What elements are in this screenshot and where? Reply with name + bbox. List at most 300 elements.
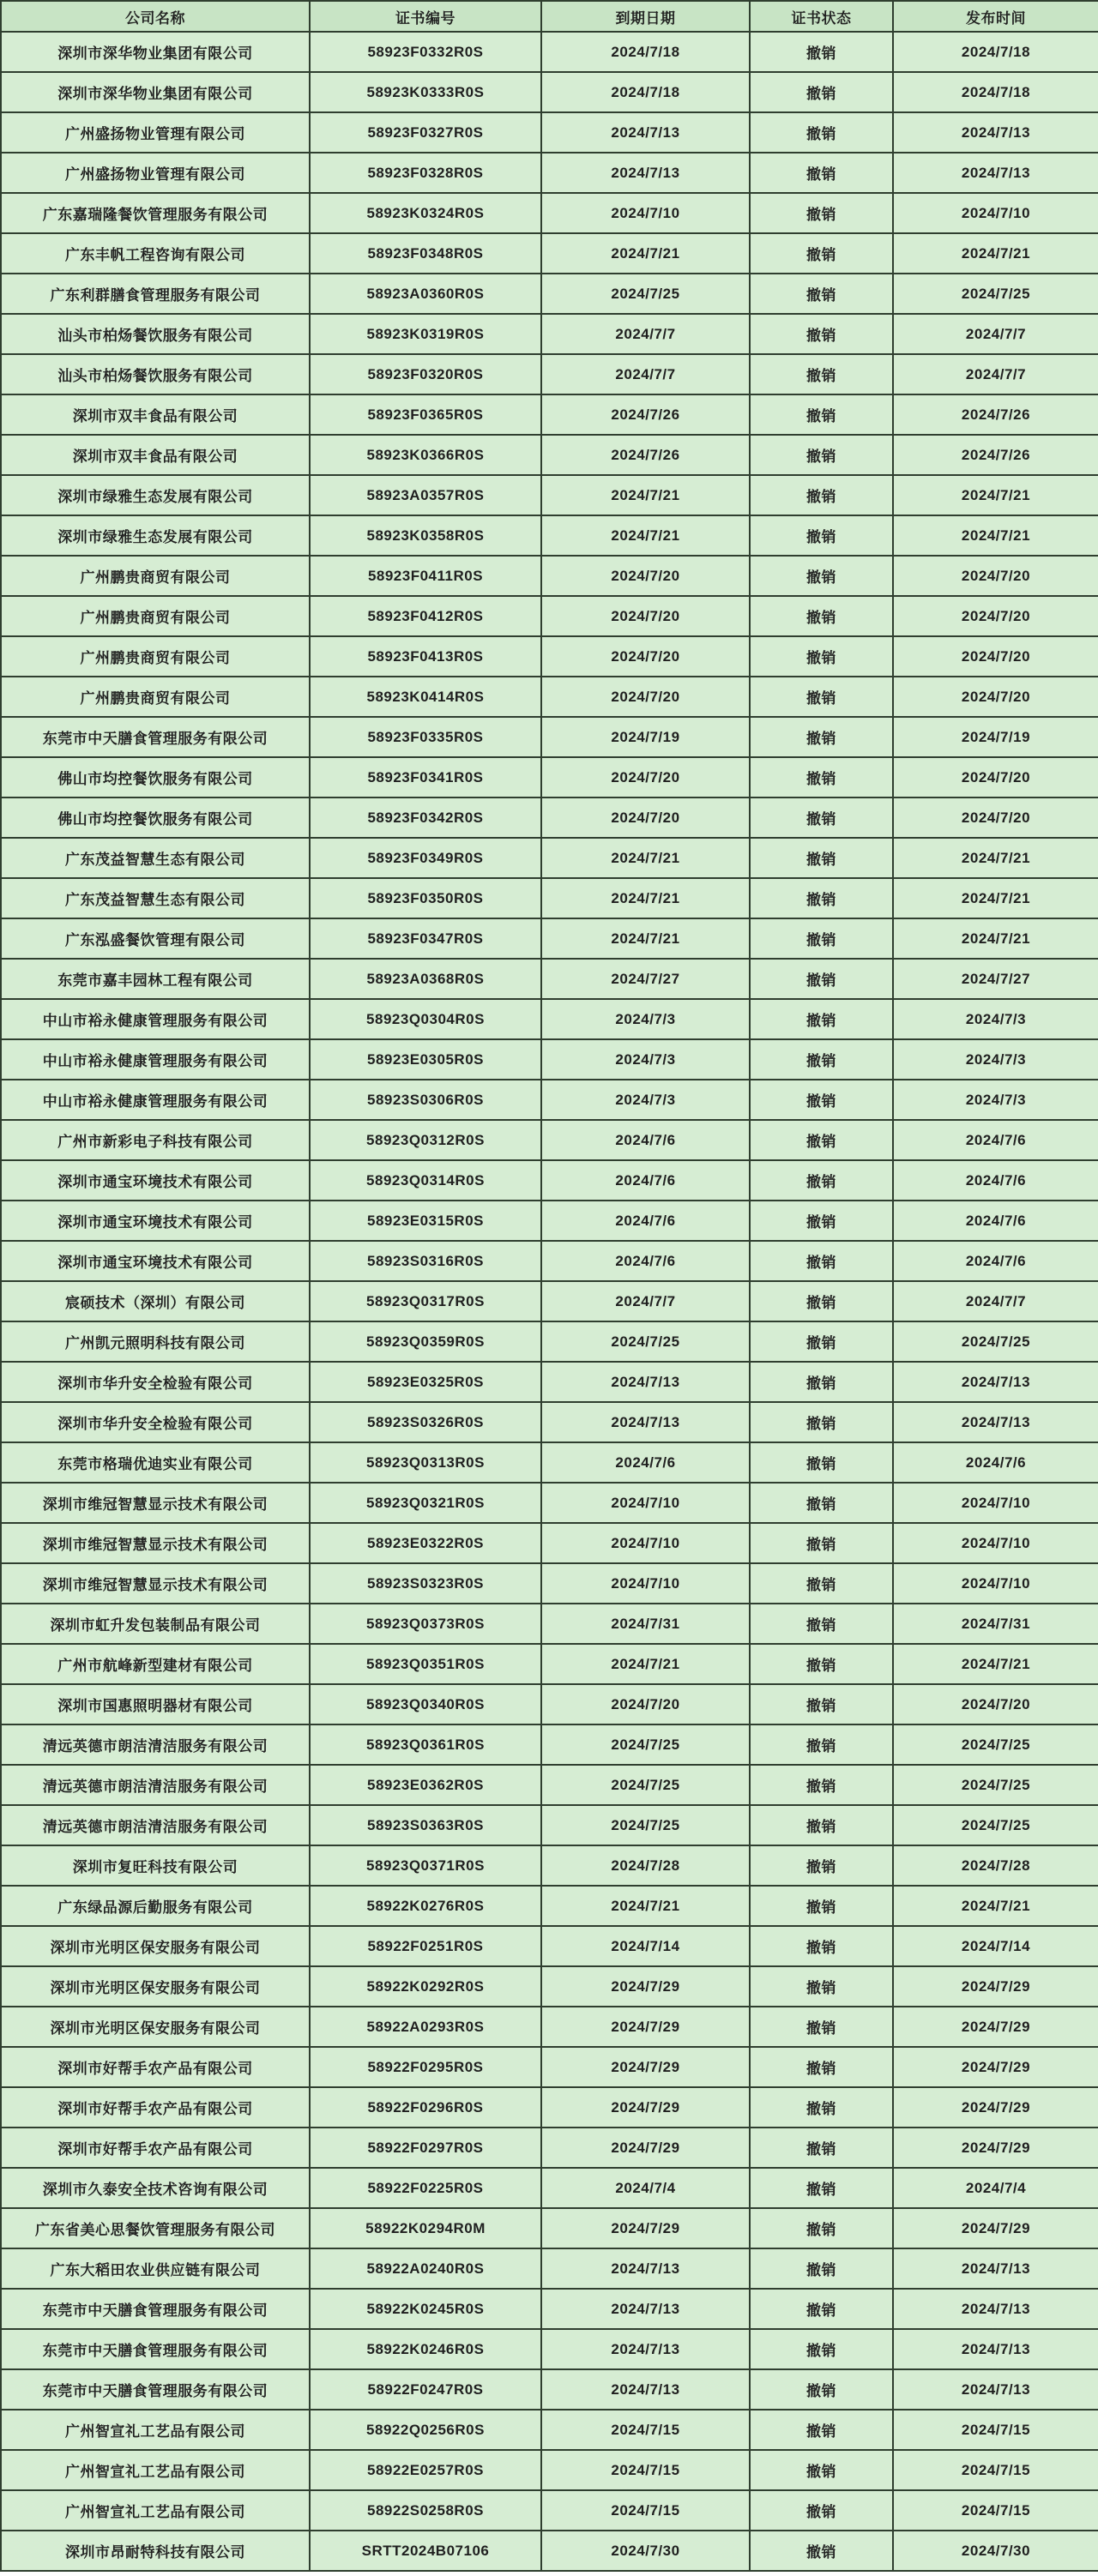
status-cell: 撤销	[750, 1442, 893, 1483]
status-cell: 撤销	[750, 2450, 893, 2490]
status-cell: 撤销	[750, 314, 893, 354]
status-cell: 撤销	[750, 918, 893, 959]
table-row	[1, 2450, 1098, 2490]
status-cell: 撤销	[750, 394, 893, 435]
table-row	[1, 435, 1098, 475]
table-row	[1, 1966, 1098, 2007]
publish-date-cell: 2024/7/6	[893, 1120, 1098, 1160]
publish-date-cell: 2024/7/20	[893, 757, 1098, 797]
status-cell: 撤销	[750, 2289, 893, 2329]
table-row	[1, 2128, 1098, 2168]
expiry-date-cell: 2024/7/7	[541, 354, 750, 394]
status-cell: 撤销	[750, 959, 893, 999]
cert-no-cell: 58923S0316R0S	[310, 1241, 541, 1281]
company-cell: 广州智宣礼工艺品有限公司	[1, 2450, 310, 2490]
status-cell: 撤销	[750, 1644, 893, 1684]
publish-date-cell: 2024/7/10	[893, 193, 1098, 233]
cert-no-cell: 58923K0366R0S	[310, 435, 541, 475]
cert-no-cell: 58923Q0359R0S	[310, 1321, 541, 1362]
cert-no-cell: 58923Q0351R0S	[310, 1644, 541, 1684]
publish-date-cell: 2024/7/20	[893, 677, 1098, 717]
status-cell: 撤销	[750, 32, 893, 72]
company-cell: 广州盛扬物业管理有限公司	[1, 112, 310, 153]
publish-date-cell: 2024/7/3	[893, 1039, 1098, 1080]
cert-no-cell: 58923Q0304R0S	[310, 999, 541, 1039]
publish-date-cell: 2024/7/13	[893, 153, 1098, 193]
company-cell: 广东嘉瑞隆餐饮管理服务有限公司	[1, 193, 310, 233]
table-row	[1, 1402, 1098, 1442]
company-cell: 东莞市中天膳食管理服务有限公司	[1, 2289, 310, 2329]
table-row	[1, 1201, 1098, 1241]
cert-no-cell: 58922F0296R0S	[310, 2087, 541, 2128]
expiry-date-cell: 2024/7/13	[541, 1402, 750, 1442]
company-cell: 深圳市双丰食品有限公司	[1, 435, 310, 475]
expiry-date-cell: 2024/7/13	[541, 2248, 750, 2289]
publish-date-cell: 2024/7/7	[893, 354, 1098, 394]
publish-date-cell: 2024/7/20	[893, 556, 1098, 596]
company-cell: 广东利群膳食管理服务有限公司	[1, 274, 310, 314]
publish-date-cell: 2024/7/25	[893, 1765, 1098, 1805]
expiry-date-cell: 2024/7/6	[541, 1241, 750, 1281]
table-row	[1, 475, 1098, 515]
table-row	[1, 1724, 1098, 1765]
status-cell: 撤销	[750, 354, 893, 394]
cert-no-cell: 58923Q0373R0S	[310, 1604, 541, 1644]
publish-date-cell: 2024/7/20	[893, 636, 1098, 677]
expiry-date-cell: 2024/7/21	[541, 838, 750, 878]
expiry-date-cell: 2024/7/21	[541, 1644, 750, 1684]
expiry-date-cell: 2024/7/20	[541, 556, 750, 596]
expiry-date-cell: 2024/7/29	[541, 1966, 750, 2007]
status-cell: 撤销	[750, 2168, 893, 2208]
expiry-date-cell: 2024/7/14	[541, 1926, 750, 1966]
status-cell: 撤销	[750, 757, 893, 797]
table-row	[1, 2047, 1098, 2087]
table-row	[1, 1039, 1098, 1080]
expiry-date-cell: 2024/7/18	[541, 32, 750, 72]
status-cell: 撤销	[750, 2490, 893, 2531]
company-cell: 深圳市双丰食品有限公司	[1, 394, 310, 435]
status-cell: 撤销	[750, 274, 893, 314]
cert-no-cell: 58922K0246R0S	[310, 2329, 541, 2369]
expiry-date-cell: 2024/7/10	[541, 1523, 750, 1563]
expiry-date-cell: 2024/7/30	[541, 2531, 750, 2571]
cert-no-cell: 58923Q0312R0S	[310, 1120, 541, 1160]
company-cell: 广州智宣礼工艺品有限公司	[1, 2490, 310, 2531]
publish-date-cell: 2024/7/7	[893, 1281, 1098, 1321]
table-row	[1, 797, 1098, 838]
status-cell: 撤销	[750, 2208, 893, 2248]
publish-date-cell: 2024/7/25	[893, 1805, 1098, 1845]
cert-no-cell: 58923Q0371R0S	[310, 1845, 541, 1886]
cert-no-cell: 58923F0411R0S	[310, 556, 541, 596]
cert-no-cell: 58922Q0256R0S	[310, 2410, 541, 2450]
expiry-date-cell: 2024/7/25	[541, 1805, 750, 1845]
publish-date-cell: 2024/7/13	[893, 2369, 1098, 2410]
cert-no-cell: 58923K0414R0S	[310, 677, 541, 717]
expiry-date-cell: 2024/7/20	[541, 677, 750, 717]
cert-no-cell: 58922A0293R0S	[310, 2007, 541, 2047]
expiry-date-cell: 2024/7/20	[541, 757, 750, 797]
expiry-date-cell: 2024/7/29	[541, 2208, 750, 2248]
company-cell: 深圳市维冠智慧显示技术有限公司	[1, 1563, 310, 1604]
cert-no-cell: 58923S0323R0S	[310, 1563, 541, 1604]
company-cell: 汕头市柏炀餐饮服务有限公司	[1, 314, 310, 354]
cert-no-cell: 58923Q0314R0S	[310, 1160, 541, 1201]
company-cell: 深圳市通宝环境技术有限公司	[1, 1201, 310, 1241]
status-cell: 撤销	[750, 596, 893, 636]
cert-no-cell: 58923F0349R0S	[310, 838, 541, 878]
cert-no-cell: 58923K0319R0S	[310, 314, 541, 354]
expiry-date-cell: 2024/7/29	[541, 2047, 750, 2087]
publish-date-cell: 2024/7/13	[893, 2329, 1098, 2369]
table-row	[1, 596, 1098, 636]
status-cell: 撤销	[750, 193, 893, 233]
publish-date-cell: 2024/7/20	[893, 797, 1098, 838]
status-cell: 撤销	[750, 1523, 893, 1563]
publish-date-cell: 2024/7/6	[893, 1241, 1098, 1281]
table-row	[1, 2087, 1098, 2128]
company-cell: 佛山市均控餐饮服务有限公司	[1, 757, 310, 797]
status-cell: 撤销	[750, 153, 893, 193]
expiry-date-cell: 2024/7/6	[541, 1442, 750, 1483]
table-row	[1, 354, 1098, 394]
table-row	[1, 1362, 1098, 1402]
company-cell: 东莞市格瑞优迪实业有限公司	[1, 1442, 310, 1483]
publish-date-cell: 2024/7/3	[893, 1080, 1098, 1120]
publish-date-cell: 2024/7/14	[893, 1926, 1098, 1966]
cert-no-cell: 58923S0363R0S	[310, 1805, 541, 1845]
publish-date-cell: 2024/7/7	[893, 314, 1098, 354]
table-row	[1, 2208, 1098, 2248]
status-cell: 撤销	[750, 2329, 893, 2369]
status-cell: 撤销	[750, 1241, 893, 1281]
status-cell: 撤销	[750, 1080, 893, 1120]
table-row	[1, 1563, 1098, 1604]
publish-date-cell: 2024/7/10	[893, 1483, 1098, 1523]
company-cell: 广州凯元照明科技有限公司	[1, 1321, 310, 1362]
status-cell: 撤销	[750, 2087, 893, 2128]
cert-no-cell: 58923K0324R0S	[310, 193, 541, 233]
cert-no-cell: 58922E0257R0S	[310, 2450, 541, 2490]
table-row	[1, 878, 1098, 918]
expiry-date-cell: 2024/7/13	[541, 2329, 750, 2369]
expiry-date-cell: 2024/7/15	[541, 2410, 750, 2450]
table-row	[1, 1321, 1098, 1362]
status-cell: 撤销	[750, 1120, 893, 1160]
table-row	[1, 1483, 1098, 1523]
status-cell: 撤销	[750, 878, 893, 918]
publish-date-cell: 2024/7/27	[893, 959, 1098, 999]
table-row	[1, 314, 1098, 354]
status-cell: 撤销	[750, 515, 893, 556]
expiry-date-cell: 2024/7/20	[541, 797, 750, 838]
cert-no-cell: 58923F0328R0S	[310, 153, 541, 193]
publish-date-cell: 2024/7/20	[893, 596, 1098, 636]
company-cell: 清远英德市朗洁清洁服务有限公司	[1, 1765, 310, 1805]
expiry-date-cell: 2024/7/26	[541, 435, 750, 475]
status-cell: 撤销	[750, 677, 893, 717]
status-cell: 撤销	[750, 233, 893, 274]
publish-date-cell: 2024/7/10	[893, 1523, 1098, 1563]
cert-no-cell: 58922F0251R0S	[310, 1926, 541, 1966]
status-cell: 撤销	[750, 2248, 893, 2289]
publish-date-cell: 2024/7/4	[893, 2168, 1098, 2208]
company-cell: 深圳市好帮手农产品有限公司	[1, 2087, 310, 2128]
company-cell: 清远英德市朗洁清洁服务有限公司	[1, 1724, 310, 1765]
table-row	[1, 274, 1098, 314]
expiry-date-cell: 2024/7/21	[541, 233, 750, 274]
company-cell: 广东省美心思餐饮管理服务有限公司	[1, 2208, 310, 2248]
expiry-date-cell: 2024/7/20	[541, 636, 750, 677]
status-cell: 撤销	[750, 72, 893, 112]
expiry-date-cell: 2024/7/10	[541, 193, 750, 233]
status-cell: 撤销	[750, 1160, 893, 1201]
table-row	[1, 677, 1098, 717]
company-cell: 深圳市通宝环境技术有限公司	[1, 1241, 310, 1281]
publish-date-cell: 2024/7/25	[893, 274, 1098, 314]
publish-date-cell: 2024/7/6	[893, 1442, 1098, 1483]
company-cell: 东莞市中天膳食管理服务有限公司	[1, 717, 310, 757]
publish-date-cell: 2024/7/6	[893, 1201, 1098, 1241]
status-cell: 撤销	[750, 1321, 893, 1362]
company-cell: 广东茂益智慧生态有限公司	[1, 878, 310, 918]
table-row	[1, 32, 1098, 72]
company-cell: 广东绿品源后勤服务有限公司	[1, 1886, 310, 1926]
expiry-date-cell: 2024/7/21	[541, 1886, 750, 1926]
status-cell: 撤销	[750, 999, 893, 1039]
publish-date-cell: 2024/7/29	[893, 2007, 1098, 2047]
expiry-date-cell: 2024/7/29	[541, 2087, 750, 2128]
publish-date-cell: 2024/7/29	[893, 2208, 1098, 2248]
status-cell: 撤销	[750, 475, 893, 515]
table-row	[1, 1241, 1098, 1281]
table-row	[1, 394, 1098, 435]
publish-date-cell: 2024/7/20	[893, 1684, 1098, 1724]
expiry-date-cell: 2024/7/27	[541, 959, 750, 999]
status-cell: 撤销	[750, 2531, 893, 2571]
table-row	[1, 1523, 1098, 1563]
publish-date-cell: 2024/7/26	[893, 435, 1098, 475]
publish-date-cell: 2024/7/21	[893, 878, 1098, 918]
company-cell: 清远英德市朗洁清洁服务有限公司	[1, 1805, 310, 1845]
table-row	[1, 1684, 1098, 1724]
expiry-date-cell: 2024/7/6	[541, 1160, 750, 1201]
cert-no-cell: 58923F0327R0S	[310, 112, 541, 153]
publish-date-cell: 2024/7/21	[893, 515, 1098, 556]
company-cell: 中山市裕永健康管理服务有限公司	[1, 1080, 310, 1120]
publish-date-cell: 2024/7/29	[893, 2128, 1098, 2168]
cert-no-cell: 58923Q0361R0S	[310, 1724, 541, 1765]
publish-date-cell: 2024/7/21	[893, 233, 1098, 274]
company-cell: 深圳市光明区保安服务有限公司	[1, 2007, 310, 2047]
status-cell: 撤销	[750, 435, 893, 475]
expiry-date-cell: 2024/7/4	[541, 2168, 750, 2208]
status-cell: 撤销	[750, 1926, 893, 1966]
publish-date-cell: 2024/7/21	[893, 475, 1098, 515]
cert-no-cell: 58922K0294R0M	[310, 2208, 541, 2248]
cert-no-cell: 58922S0258R0S	[310, 2490, 541, 2531]
status-cell: 撤销	[750, 2047, 893, 2087]
expiry-date-cell: 2024/7/20	[541, 596, 750, 636]
company-cell: 深圳市华升安全检验有限公司	[1, 1402, 310, 1442]
company-cell: 广州盛扬物业管理有限公司	[1, 153, 310, 193]
column-header-expiry-date: 到期日期	[541, 1, 750, 32]
company-cell: 深圳市复旺科技有限公司	[1, 1845, 310, 1886]
table-row	[1, 918, 1098, 959]
publish-date-cell: 2024/7/13	[893, 2289, 1098, 2329]
status-cell: 撤销	[750, 1281, 893, 1321]
expiry-date-cell: 2024/7/25	[541, 1765, 750, 1805]
expiry-date-cell: 2024/7/3	[541, 1080, 750, 1120]
publish-date-cell: 2024/7/13	[893, 1362, 1098, 1402]
publish-date-cell: 2024/7/18	[893, 32, 1098, 72]
table-row	[1, 2248, 1098, 2289]
expiry-date-cell: 2024/7/19	[541, 717, 750, 757]
table-row	[1, 2168, 1098, 2208]
cert-no-cell: 58923F0332R0S	[310, 32, 541, 72]
table-row	[1, 72, 1098, 112]
publish-date-cell: 2024/7/28	[893, 1845, 1098, 1886]
column-header-publish-date: 发布时间	[893, 1, 1098, 32]
expiry-date-cell: 2024/7/10	[541, 1563, 750, 1604]
publish-date-cell: 2024/7/30	[893, 2531, 1098, 2571]
status-cell: 撤销	[750, 1724, 893, 1765]
status-cell: 撤销	[750, 1805, 893, 1845]
status-cell: 撤销	[750, 1039, 893, 1080]
expiry-date-cell: 2024/7/25	[541, 274, 750, 314]
expiry-date-cell: 2024/7/28	[541, 1845, 750, 1886]
cert-no-cell: 58923E0315R0S	[310, 1201, 541, 1241]
company-cell: 深圳市绿雅生态发展有限公司	[1, 475, 310, 515]
cert-no-cell: 58923F0342R0S	[310, 797, 541, 838]
table-row	[1, 1120, 1098, 1160]
company-cell: 深圳市通宝环境技术有限公司	[1, 1160, 310, 1201]
company-cell: 东莞市嘉丰园林工程有限公司	[1, 959, 310, 999]
status-cell: 撤销	[750, 1563, 893, 1604]
cert-no-cell: 58923F0365R0S	[310, 394, 541, 435]
status-cell: 撤销	[750, 838, 893, 878]
publish-date-cell: 2024/7/15	[893, 2410, 1098, 2450]
company-cell: 深圳市绿雅生态发展有限公司	[1, 515, 310, 556]
expiry-date-cell: 2024/7/29	[541, 2007, 750, 2047]
cert-no-cell: 58923S0326R0S	[310, 1402, 541, 1442]
table-row	[1, 1604, 1098, 1644]
column-header-cert-no: 证书编号	[310, 1, 541, 32]
company-cell: 深圳市好帮手农产品有限公司	[1, 2047, 310, 2087]
publish-date-cell: 2024/7/10	[893, 1563, 1098, 1604]
expiry-date-cell: 2024/7/15	[541, 2450, 750, 2490]
table-row	[1, 193, 1098, 233]
expiry-date-cell: 2024/7/21	[541, 878, 750, 918]
company-cell: 深圳市深华物业集团有限公司	[1, 32, 310, 72]
expiry-date-cell: 2024/7/6	[541, 1201, 750, 1241]
company-cell: 东莞市中天膳食管理服务有限公司	[1, 2329, 310, 2369]
expiry-date-cell: 2024/7/7	[541, 1281, 750, 1321]
publish-date-cell: 2024/7/25	[893, 1321, 1098, 1362]
cert-no-cell: 58923Q0313R0S	[310, 1442, 541, 1483]
publish-date-cell: 2024/7/31	[893, 1604, 1098, 1644]
cert-no-cell: 58923K0358R0S	[310, 515, 541, 556]
company-cell: 广东茂益智慧生态有限公司	[1, 838, 310, 878]
cert-no-cell: 58923E0322R0S	[310, 1523, 541, 1563]
publish-date-cell: 2024/7/21	[893, 1644, 1098, 1684]
publish-date-cell: 2024/7/18	[893, 72, 1098, 112]
status-cell: 撤销	[750, 2128, 893, 2168]
company-cell: 深圳市昂耐特科技有限公司	[1, 2531, 310, 2571]
company-cell: 深圳市维冠智慧显示技术有限公司	[1, 1523, 310, 1563]
table-body	[1, 32, 1098, 2571]
cert-no-cell: 58923E0325R0S	[310, 1362, 541, 1402]
expiry-date-cell: 2024/7/13	[541, 112, 750, 153]
company-cell: 广州鹏贵商贸有限公司	[1, 636, 310, 677]
company-cell: 深圳市光明区保安服务有限公司	[1, 1966, 310, 2007]
status-cell: 撤销	[750, 2410, 893, 2450]
publish-date-cell: 2024/7/29	[893, 2047, 1098, 2087]
company-cell: 广州智宣礼工艺品有限公司	[1, 2410, 310, 2450]
cert-no-cell: 58922F0225R0S	[310, 2168, 541, 2208]
publish-date-cell: 2024/7/15	[893, 2450, 1098, 2490]
table-row	[1, 1160, 1098, 1201]
publish-date-cell: 2024/7/29	[893, 1966, 1098, 2007]
company-cell: 中山市裕永健康管理服务有限公司	[1, 1039, 310, 1080]
status-cell: 撤销	[750, 556, 893, 596]
cert-no-cell: 58923F0412R0S	[310, 596, 541, 636]
expiry-date-cell: 2024/7/6	[541, 1120, 750, 1160]
cert-no-cell: 58923K0333R0S	[310, 72, 541, 112]
publish-date-cell: 2024/7/3	[893, 999, 1098, 1039]
publish-date-cell: 2024/7/15	[893, 2490, 1098, 2531]
publish-date-cell: 2024/7/13	[893, 2248, 1098, 2289]
table-row	[1, 2329, 1098, 2369]
company-cell: 广东泓盛餐饮管理有限公司	[1, 918, 310, 959]
table-header-row	[1, 1, 1098, 32]
status-cell: 撤销	[750, 1684, 893, 1724]
table-row	[1, 2369, 1098, 2410]
expiry-date-cell: 2024/7/13	[541, 2369, 750, 2410]
publish-date-cell: 2024/7/13	[893, 112, 1098, 153]
table-row	[1, 959, 1098, 999]
table-row	[1, 2490, 1098, 2531]
cert-no-cell: 58922K0276R0S	[310, 1886, 541, 1926]
column-header-status: 证书状态	[750, 1, 893, 32]
expiry-date-cell: 2024/7/13	[541, 153, 750, 193]
publish-date-cell: 2024/7/21	[893, 1886, 1098, 1926]
table-row	[1, 1442, 1098, 1483]
publish-date-cell: 2024/7/29	[893, 2087, 1098, 2128]
expiry-date-cell: 2024/7/10	[541, 1483, 750, 1523]
cert-no-cell: 58923Q0317R0S	[310, 1281, 541, 1321]
status-cell: 撤销	[750, 797, 893, 838]
cert-no-cell: 58922A0240R0S	[310, 2248, 541, 2289]
table-row	[1, 1281, 1098, 1321]
expiry-date-cell: 2024/7/21	[541, 515, 750, 556]
status-cell: 撤销	[750, 1765, 893, 1805]
table-row	[1, 1886, 1098, 1926]
table-row	[1, 2289, 1098, 2329]
table-row	[1, 636, 1098, 677]
publish-date-cell: 2024/7/6	[893, 1160, 1098, 1201]
company-cell: 深圳市深华物业集团有限公司	[1, 72, 310, 112]
status-cell: 撤销	[750, 1845, 893, 1886]
expiry-date-cell: 2024/7/25	[541, 1321, 750, 1362]
table-row	[1, 1805, 1098, 1845]
cert-no-cell: 58923A0357R0S	[310, 475, 541, 515]
expiry-date-cell: 2024/7/15	[541, 2490, 750, 2531]
table-row	[1, 1080, 1098, 1120]
status-cell: 撤销	[750, 717, 893, 757]
cert-no-cell: 58923A0368R0S	[310, 959, 541, 999]
